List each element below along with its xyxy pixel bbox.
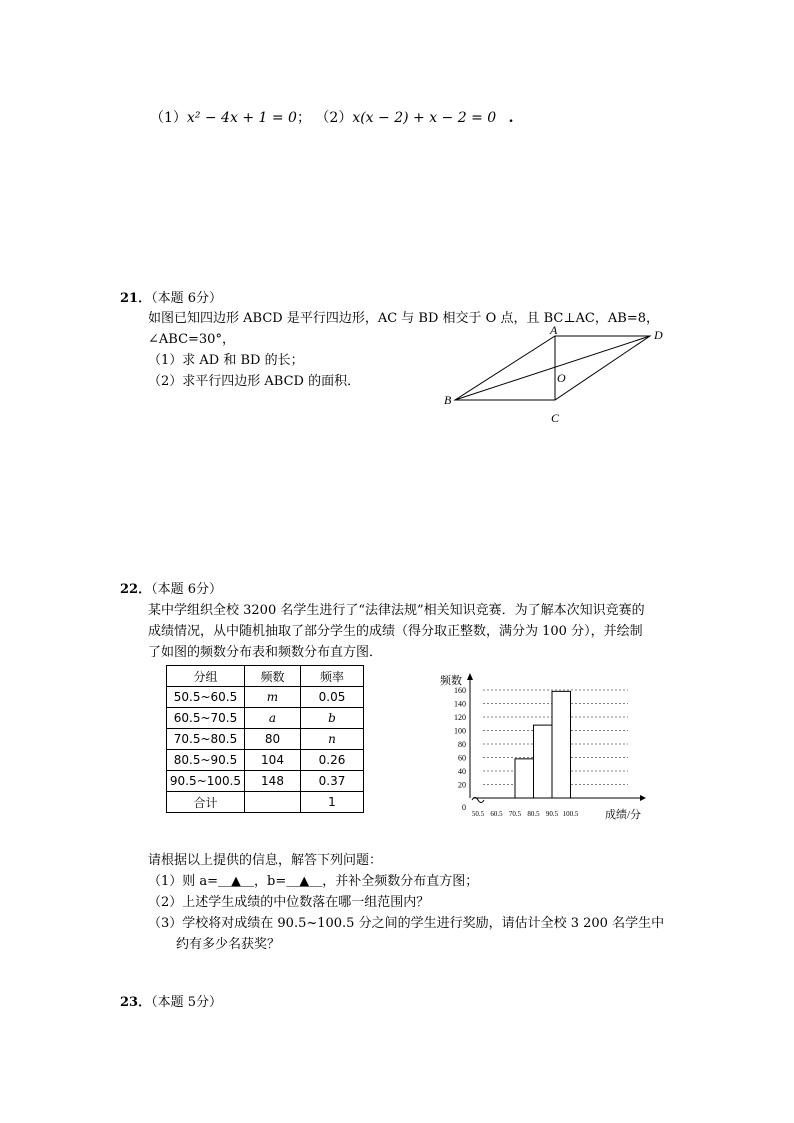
q20-separator: ； [296,110,311,126]
table-cell: 50.5~60.5 [167,687,245,708]
q20-part1-label: （1） [150,110,187,126]
table-cell: 0.05 [301,687,364,708]
table-cell: b [301,708,364,729]
q21-heading [120,287,222,306]
table-cell: 80.5~90.5 [167,750,245,771]
y-tick-label: 100 [454,726,466,736]
x-tick-label: 50.5 [471,810,485,818]
table-row [167,771,364,792]
table-row [167,708,364,729]
center-o-label: O [557,371,566,385]
y-tick-label: 80 [458,740,466,749]
y-tick-label: 60 [458,753,466,763]
y-tick-label: 120 [454,713,466,722]
q20-part2-label: （2） [315,110,353,126]
table-row [167,687,364,708]
frequency-table [166,665,364,813]
table-cell: a [245,708,301,729]
q22-score: （本题 6分） [151,582,222,597]
header-rate: 频率 [301,666,364,687]
table-cell: 104 [245,750,301,771]
q22-answer2: （2）上述学生成绩的中位数落在哪一组范围内？ [148,895,430,910]
histogram-chart [430,660,660,825]
table-cell: 合计 [167,792,245,813]
q20-part1-equation: x² − 4x + 1 = 0 [186,110,297,126]
q20-end-dot: . [508,110,514,126]
q23-score: （本题 5分） [151,995,222,1010]
table-row [167,750,364,771]
histogram-bar [515,759,534,798]
q21-line2: ∠ABC=30°， [148,332,235,347]
y-tick-label: 160 [454,686,466,695]
y-tick-label: 40 [458,767,466,776]
table-cell: 80 [245,729,301,750]
q23-heading [120,991,222,1010]
x-tick-label: 60.5 [490,810,503,818]
parallelogram-figure [430,320,670,430]
q21-part2: （2）求平行四边形 ABCD 的面积． [148,374,361,389]
x-tick-label: 70.5 [508,810,522,818]
table-cell: 70.5~80.5 [167,729,245,750]
x-axis-label: 成绩/分 [605,809,642,821]
table-cell: n [301,729,364,750]
table-cell: m [245,687,301,708]
q22-number: 22． [120,582,152,597]
diagonal-bd [455,336,650,400]
x-tick-label: 80.5 [527,810,540,818]
y-tick-label: 20 [458,780,466,790]
q23-number: 23． [120,995,152,1010]
vertex-b-label: B [444,393,452,407]
table-row [167,792,364,813]
header-group: 分组 [167,666,245,687]
table-cell: 0.26 [301,750,364,771]
table-cell: 1 [301,792,364,813]
q22-heading [120,578,222,597]
table-cell: 0.37 [301,771,364,792]
vertex-d-label: D [654,328,663,342]
x-tick-label: 90.5 [545,810,559,818]
q21-score: （本题 6分） [151,291,222,306]
q20-equations [150,107,514,127]
y-tick-label: 140 [454,699,466,709]
x-tick-label: 100.5 [562,810,579,818]
q22-line2: 成绩情况，从中随机抽取了部分学生的成绩（得分取正整数，满分为 100 分），并绘制 [148,624,643,639]
q22-line1: 某中学组织全校 3200 名学生进行了“法律法规”相关知识竞赛．为了解本次知识竞赛的 [148,603,645,618]
q22-intro: 请根据以上提供的信息，解答下列问题： [148,853,383,868]
table-cell: 60.5~70.5 [167,708,245,729]
vertex-c-label: C [551,411,560,425]
y-axis-label: 频数 [440,675,462,687]
table-cell: 90.5~100.5 [167,771,245,792]
q22-answer1: （1）则 a=＿▲＿，b=＿▲＿，并补全频数分布直方图； [148,874,479,889]
table-header-row [167,666,364,687]
table-cell: 148 [245,771,301,792]
histogram-bar [534,725,553,798]
q20-part2-equation: x(x − 2) + x − 2 = 0 [352,110,497,126]
q22-answer3-line2: 约有多少名获奖？ [176,937,281,952]
y-tick-label: 0 [462,803,466,812]
vertex-a-label: A [550,323,558,337]
header-frequency: 频数 [245,666,301,687]
histogram-bar [552,691,571,798]
y-axis-arrow [467,673,473,680]
q21-line1: 如图已知四边形 ABCD 是平行四边形，AC 与 BD 相交于 O 点，且 BC⊥AC，AB=8， [148,311,659,326]
table-cell [245,792,301,813]
table-row [167,729,364,750]
q21-part1: （1）求 AD 和 BD 的长； [148,353,304,368]
x-axis-arrow [640,795,646,801]
q22-line3: 了如图的频数分布表和频数分布直方图． [148,645,383,660]
q22-answer3-line1: （3）学校将对成绩在 90.5~100.5 分之间的学生进行奖励，请估计全校 3 200 名学生中 [148,916,665,931]
q21-number: 21． [120,291,152,306]
